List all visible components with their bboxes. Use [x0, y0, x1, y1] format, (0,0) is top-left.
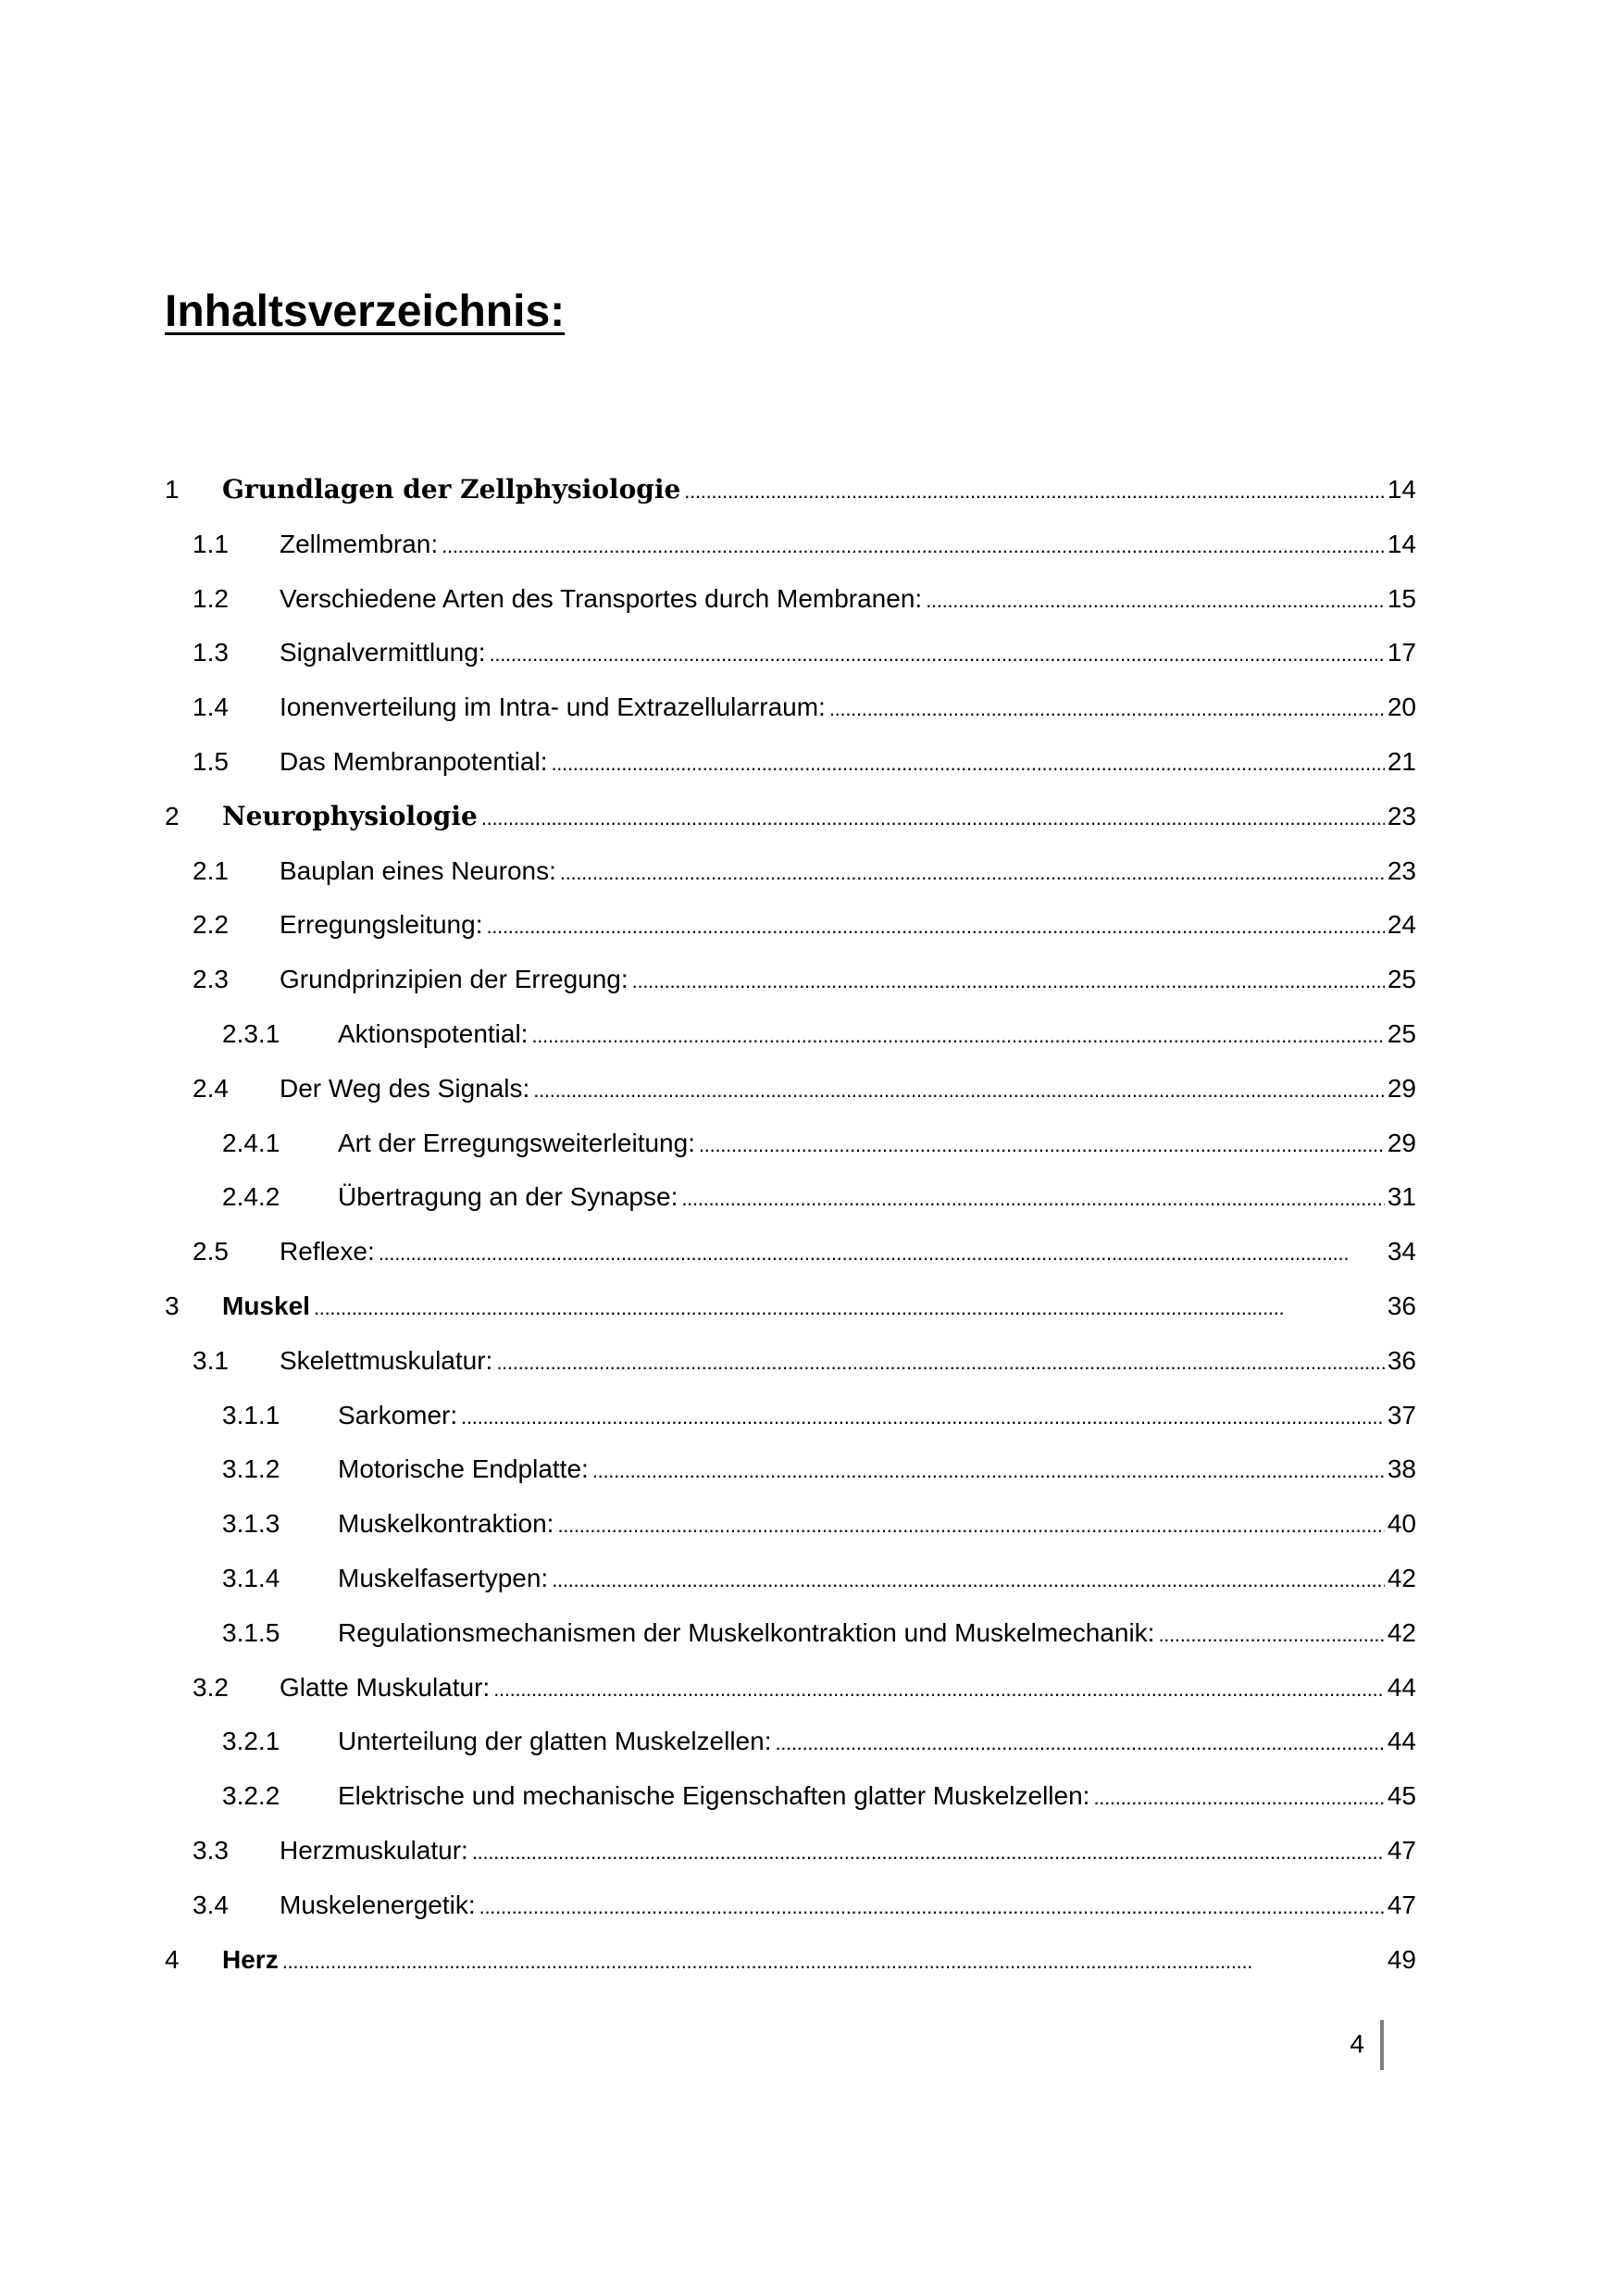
- toc-entry-title: Bauplan eines Neurons:: [280, 855, 556, 885]
- toc-entry-title: Skelettmuskulatur:: [280, 1345, 493, 1375]
- toc-entry-title: Elektrische und mechanische Eigenschaften glatter Muskelzellen:: [338, 1781, 1090, 1811]
- toc-entry-page: 38: [1387, 1454, 1416, 1484]
- toc-entry-page: 44: [1387, 1727, 1416, 1756]
- toc-entry-title: Erregungsleitung:: [280, 910, 483, 940]
- toc-dot-leader: [699, 1117, 1385, 1171]
- toc-entry-title: Art der Erregungsweiterleitung:: [338, 1128, 695, 1157]
- toc-dot-leader: [681, 1170, 1384, 1225]
- toc-entry-page: 47: [1387, 1835, 1416, 1865]
- toc-dot-leader: [481, 790, 1385, 844]
- toc-entry-page: 37: [1387, 1400, 1416, 1429]
- toc-entry-number: 1.3: [193, 638, 229, 668]
- toc-entry-number: 3.4: [193, 1890, 229, 1919]
- toc-entry: [165, 1062, 1416, 1117]
- toc-entry-page: 49: [1387, 1944, 1416, 1974]
- toc-entry-number: 1.4: [193, 693, 229, 722]
- toc-entry-title: Der Weg des Signals:: [280, 1073, 530, 1103]
- toc-entry: [165, 518, 1416, 572]
- toc-entry-number: 2.1: [193, 855, 229, 885]
- toc-entry-page: 45: [1387, 1781, 1416, 1811]
- toc-entry-title: Übertragung an der Synapse:: [338, 1182, 678, 1212]
- toc-entry: [165, 1389, 1416, 1443]
- toc-entry-page: 17: [1387, 638, 1416, 668]
- toc-entry-number: 3.1.5: [222, 1617, 280, 1647]
- toc-entry: [165, 790, 1416, 844]
- toc-entry-title: Herz: [222, 1944, 279, 1974]
- toc-entry-number: 2.3.1: [222, 1018, 280, 1048]
- toc-entry: [165, 1007, 1416, 1062]
- toc-dot-leader: [493, 1661, 1385, 1716]
- toc-entry-page: 23: [1387, 801, 1416, 830]
- toc-entry: [165, 463, 1416, 518]
- toc-entry-page: 25: [1387, 965, 1416, 994]
- toc-entry: [165, 844, 1416, 899]
- toc-dot-leader: [472, 1824, 1385, 1878]
- toc-dot-leader: [632, 953, 1385, 1007]
- toc-entry-number: 1.1: [193, 529, 229, 558]
- toc-entry-number: 3.3: [193, 1835, 229, 1865]
- toc-entry-title: Motorische Endplatte:: [338, 1454, 589, 1484]
- toc-entry-number: 4: [165, 1944, 180, 1974]
- toc-entry-number: 2: [165, 801, 180, 830]
- toc-entry-title: Regulationsmechanismen der Muskelkontraktion und Muskelmechanik:: [338, 1617, 1155, 1647]
- toc-entry-page: 25: [1387, 1018, 1416, 1048]
- toc-entry-number: 2.2: [193, 910, 229, 940]
- toc-entry-number: 2.3: [193, 965, 229, 994]
- toc-dot-leader: [533, 1062, 1385, 1117]
- toc-entry-page: 31: [1387, 1182, 1416, 1212]
- toc-dot-leader: [486, 898, 1384, 953]
- toc-dot-leader: [552, 1552, 1385, 1606]
- toc-entry-title: Verschiedene Arten des Transportes durch Membranen:: [280, 583, 923, 613]
- toc-entry-title: Aktionspotential:: [338, 1018, 529, 1048]
- toc-dot-leader: [557, 1497, 1384, 1552]
- toc-entry: [165, 735, 1416, 790]
- toc-entry-page: 34: [1387, 1237, 1416, 1267]
- toc-entry-page: 42: [1387, 1563, 1416, 1592]
- toc-entry-title: Grundprinzipien der Erregung:: [280, 965, 629, 994]
- toc-dot-leader: [461, 1389, 1385, 1443]
- toc-entry: [165, 1552, 1416, 1606]
- toc-entry-title: Zellmembran:: [280, 529, 439, 558]
- toc-entry-page: 29: [1387, 1128, 1416, 1157]
- page-number-divider: [1380, 2020, 1384, 2070]
- toc-entry-title: Signalvermittlung:: [280, 638, 486, 668]
- toc-entry: [165, 898, 1416, 953]
- toc-dot-leader: [479, 1878, 1385, 1933]
- page-title: Inhaltsverzeichnis:: [165, 287, 566, 336]
- toc-entry-number: 3.2.1: [222, 1727, 280, 1756]
- toc-dot-leader: [496, 1334, 1385, 1389]
- toc-entry-page: 44: [1387, 1672, 1416, 1702]
- toc-entry-number: 3.1.4: [222, 1563, 280, 1592]
- toc-entry-title: Reflexe:: [280, 1237, 375, 1267]
- toc-entry: [165, 1878, 1416, 1933]
- toc-entry-number: 1.2: [193, 583, 229, 613]
- toc-entry-number: 2.5: [193, 1237, 229, 1267]
- toc-dot-leader: [684, 463, 1385, 518]
- toc-entry-page: 20: [1387, 693, 1416, 722]
- toc-entry-page: 15: [1387, 583, 1416, 613]
- toc-entry-page: 40: [1387, 1509, 1416, 1539]
- toc-entry-number: 2.4: [193, 1073, 229, 1103]
- toc-entry-title: Muskelenergetik:: [280, 1890, 476, 1919]
- toc-entry: [165, 1225, 1416, 1279]
- toc-entry: [165, 953, 1416, 1007]
- toc-entry-title: Muskelkontraktion:: [338, 1509, 554, 1539]
- page-number: 4: [1350, 2029, 1364, 2058]
- toc-entry-title: Unterteilung der glatten Muskelzellen:: [338, 1727, 772, 1756]
- toc-dot-leader: [926, 572, 1385, 627]
- toc-entry-number: 3.1.2: [222, 1454, 280, 1484]
- toc-entry: [165, 1334, 1416, 1389]
- toc-dot-leader: [442, 518, 1385, 572]
- toc-dot-leader: [551, 735, 1384, 790]
- toc-entry-page: 36: [1387, 1345, 1416, 1375]
- toc-entry-page: 21: [1387, 746, 1416, 776]
- toc-entry-title: Sarkomer:: [338, 1400, 458, 1429]
- toc-entry-number: 3.1: [193, 1345, 229, 1375]
- toc-dot-leader: [592, 1442, 1385, 1497]
- toc-entry: [165, 1661, 1416, 1716]
- toc-entry-page: 36: [1387, 1291, 1416, 1320]
- toc-entry-title: Glatte Muskulatur:: [280, 1672, 491, 1702]
- toc-entry-number: 3.1.1: [222, 1400, 280, 1429]
- toc-entry-title: Muskelfasertypen:: [338, 1563, 549, 1592]
- toc-entry: [165, 572, 1416, 627]
- toc-entry-number: 3.2.2: [222, 1781, 280, 1811]
- toc-dot-leader: [314, 1279, 1385, 1334]
- toc-entry-title: Ionenverteilung im Intra- und Extrazellularraum:: [280, 693, 826, 722]
- toc-entry: [165, 1442, 1416, 1497]
- toc-entry: [165, 1933, 1416, 1988]
- toc-entry: [165, 626, 1416, 680]
- toc-entry-title: Muskel: [222, 1291, 310, 1320]
- toc-entry: [165, 1117, 1416, 1171]
- toc-entry: [165, 1769, 1416, 1824]
- toc-dot-leader: [379, 1225, 1385, 1279]
- toc-dot-leader: [775, 1715, 1384, 1769]
- toc-dot-leader: [490, 626, 1385, 680]
- toc-entry-page: 47: [1387, 1890, 1416, 1919]
- toc-entry-page: 42: [1387, 1617, 1416, 1647]
- toc-dot-leader: [282, 1933, 1385, 1988]
- toc-entry-title: Das Membranpotential:: [280, 746, 548, 776]
- toc-dot-leader: [1093, 1769, 1384, 1824]
- toc-entry-page: 14: [1387, 529, 1416, 558]
- toc-dot-leader: [531, 1007, 1384, 1062]
- toc-entry-page: 14: [1387, 475, 1416, 504]
- toc-entry: [165, 1170, 1416, 1225]
- toc-entry: [165, 1606, 1416, 1661]
- toc-entry: [165, 1824, 1416, 1878]
- toc-entry-page: 29: [1387, 1073, 1416, 1103]
- toc-entry-number: 3.1.3: [222, 1509, 280, 1539]
- toc-entry-page: 23: [1387, 855, 1416, 885]
- toc-entry-number: 2.4.2: [222, 1182, 280, 1212]
- toc-entry-title: Grundlagen der Zellphysiologie: [222, 474, 681, 505]
- toc-entry-number: 3: [165, 1291, 180, 1320]
- toc-entry-number: 1: [165, 475, 180, 504]
- toc-entry: [165, 1497, 1416, 1552]
- toc-entry-number: 3.2: [193, 1672, 229, 1702]
- toc-entry-number: 2.4.1: [222, 1128, 280, 1157]
- toc-entry: [165, 1279, 1416, 1334]
- toc-entry: [165, 1715, 1416, 1769]
- toc-dot-leader: [560, 844, 1385, 899]
- toc-entry: [165, 680, 1416, 735]
- toc-dot-leader: [829, 680, 1385, 735]
- toc-entry-title: Neurophysiologie: [222, 800, 478, 831]
- table-of-contents: [165, 463, 1416, 1987]
- toc-entry-page: 24: [1387, 910, 1416, 940]
- toc-dot-leader: [1158, 1606, 1384, 1661]
- toc-entry-number: 1.5: [193, 746, 229, 776]
- toc-entry-title: Herzmuskulatur:: [280, 1835, 468, 1865]
